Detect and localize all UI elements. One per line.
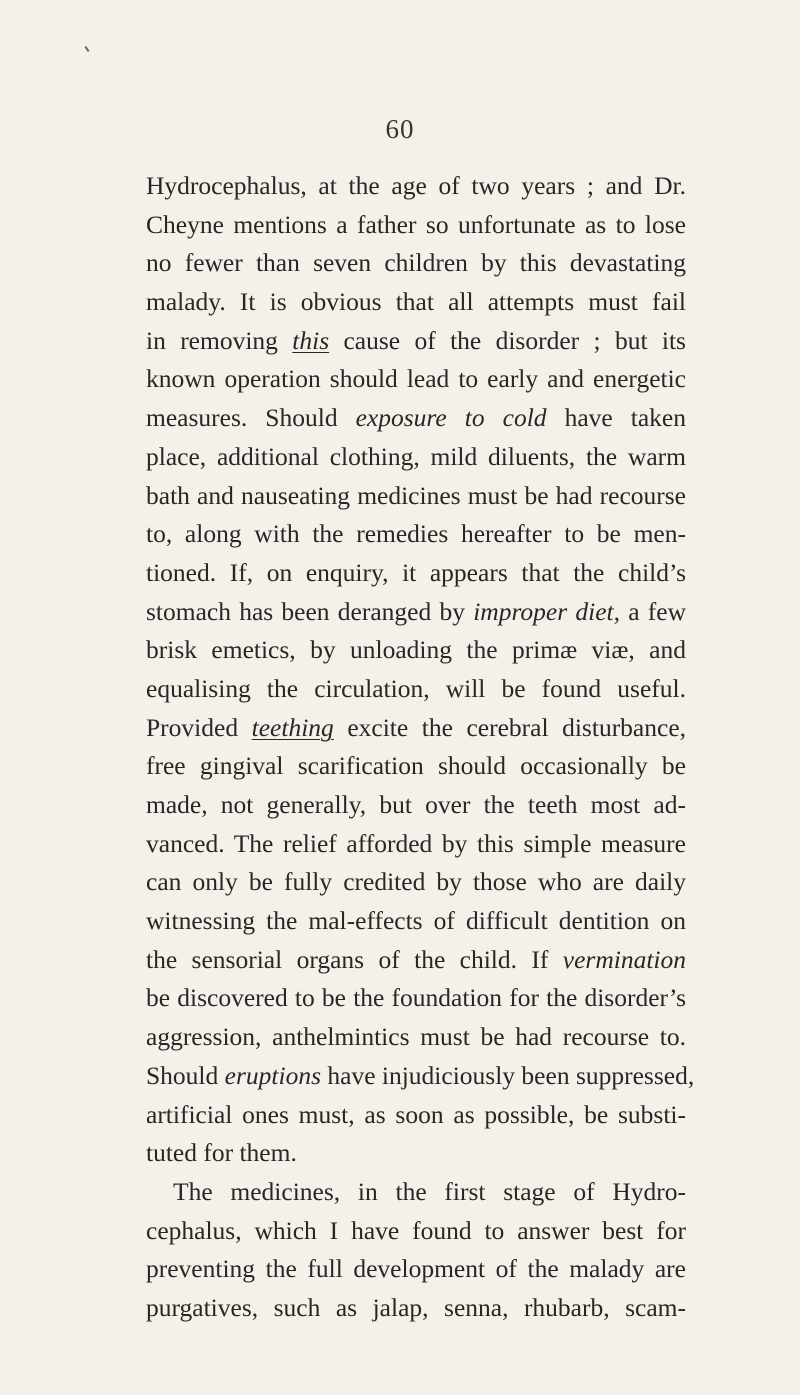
- text-line: [146, 747, 686, 786]
- text-line: [146, 244, 686, 283]
- text-line: [146, 399, 686, 438]
- text-segment: artificial ones must, as soon as possible, be substi-: [146, 1099, 686, 1129]
- text-segment: tioned. If, on enquiry, it appears that the child’s: [146, 557, 686, 587]
- text-segment: in removing: [146, 325, 293, 355]
- text-line: [146, 283, 686, 322]
- text-line: [146, 709, 686, 748]
- italic-phrase: vermination: [562, 944, 686, 974]
- text-line: [146, 515, 686, 554]
- text-segment: stomach has been deranged by: [146, 596, 474, 626]
- text-segment: brisk emetics, by unloading the primæ viæ, and: [146, 635, 686, 665]
- italic-phrase: improper diet,: [473, 596, 620, 626]
- text-segment: be discovered to be the foundation for the disorder’s: [146, 983, 686, 1013]
- italic-phrase: teething: [251, 712, 334, 742]
- text-line: [146, 941, 686, 980]
- text-segment: Provided: [146, 712, 252, 742]
- text-segment: malady. It is obvious that all attempts must fail: [146, 287, 686, 317]
- text-line: [146, 825, 686, 864]
- text-segment: the sensorial organs of the child. If: [146, 944, 563, 974]
- text-segment: Cheyne mentions a father so unfortunate as to lose: [146, 209, 686, 239]
- italic-phrase: exposure to cold: [355, 403, 547, 433]
- text-segment: place, additional clothing, mild diluents, the warm: [146, 441, 686, 471]
- text-segment: measures. Should: [146, 403, 356, 433]
- text-segment: can only be fully credited by those who are daily: [146, 867, 686, 897]
- text-segment: vanced. The relief afforded by this simple measure: [146, 828, 686, 858]
- text-line: [146, 1289, 686, 1328]
- text-line: [146, 1018, 686, 1057]
- scan-speck: [84, 46, 89, 52]
- text-segment: cause of the disorder ; but its: [329, 325, 686, 355]
- text-segment: equalising the circulation, will be found useful.: [146, 673, 686, 703]
- text-line: [146, 360, 686, 399]
- text-segment: have injudiciously been suppressed,: [321, 1060, 695, 1090]
- text-segment: have taken: [546, 403, 686, 433]
- text-segment: known operation should lead to early and energetic: [146, 364, 686, 394]
- text-line: [146, 1173, 686, 1212]
- text-segment: purgatives, such as jalap, senna, rhubarb, scam-: [146, 1292, 686, 1322]
- text-line: [146, 322, 686, 361]
- text-segment: excite the cerebral disturbance,: [333, 712, 687, 742]
- body-text: [146, 167, 695, 1328]
- italic-phrase: eruptions: [224, 1060, 321, 1090]
- text-line: [146, 786, 686, 825]
- text-line: [146, 902, 686, 941]
- text-segment: tuted for them.: [146, 1138, 297, 1168]
- italic-phrase: this: [292, 325, 330, 355]
- text-line: [146, 593, 686, 632]
- text-line: [146, 438, 686, 477]
- text-segment: to, along with the remedies hereafter to be men-: [146, 519, 686, 549]
- text-segment: The medicines, in the first stage of Hydro-: [173, 1176, 686, 1206]
- text-segment: witnessing the mal-effects of difficult dentition on: [146, 906, 686, 936]
- text-line: [146, 1250, 686, 1289]
- page-number: 60: [385, 114, 415, 144]
- text-line: [146, 167, 686, 206]
- text-segment: a few: [620, 596, 686, 626]
- text-line: [146, 631, 686, 670]
- text-segment: aggression, anthelmintics must be had recourse to.: [146, 1022, 686, 1052]
- text-segment: no fewer than seven children by this devastating: [146, 248, 686, 278]
- text-segment: bath and nauseating medicines must be had recourse: [146, 480, 686, 510]
- text-line: [146, 1096, 686, 1135]
- text-line: [146, 1134, 686, 1173]
- text-line: [146, 670, 686, 709]
- text-line: [146, 1212, 686, 1251]
- text-segment: free gingival scarification should occasionally be: [146, 751, 686, 781]
- text-segment: Hydrocephalus, at the age of two years ; and Dr.: [146, 171, 686, 200]
- text-segment: made, not generally, but over the teeth most ad-: [146, 790, 686, 819]
- text-line: [146, 979, 686, 1018]
- text-line: [146, 477, 686, 516]
- text-line: [146, 554, 686, 593]
- text-segment: preventing the full development of the malady are: [146, 1254, 686, 1284]
- text-segment: Should: [146, 1060, 225, 1090]
- text-segment: cephalus, which I have found to answer best for: [146, 1215, 686, 1245]
- text-line: [146, 206, 686, 245]
- text-line: [146, 863, 686, 902]
- text-line: [146, 1057, 695, 1096]
